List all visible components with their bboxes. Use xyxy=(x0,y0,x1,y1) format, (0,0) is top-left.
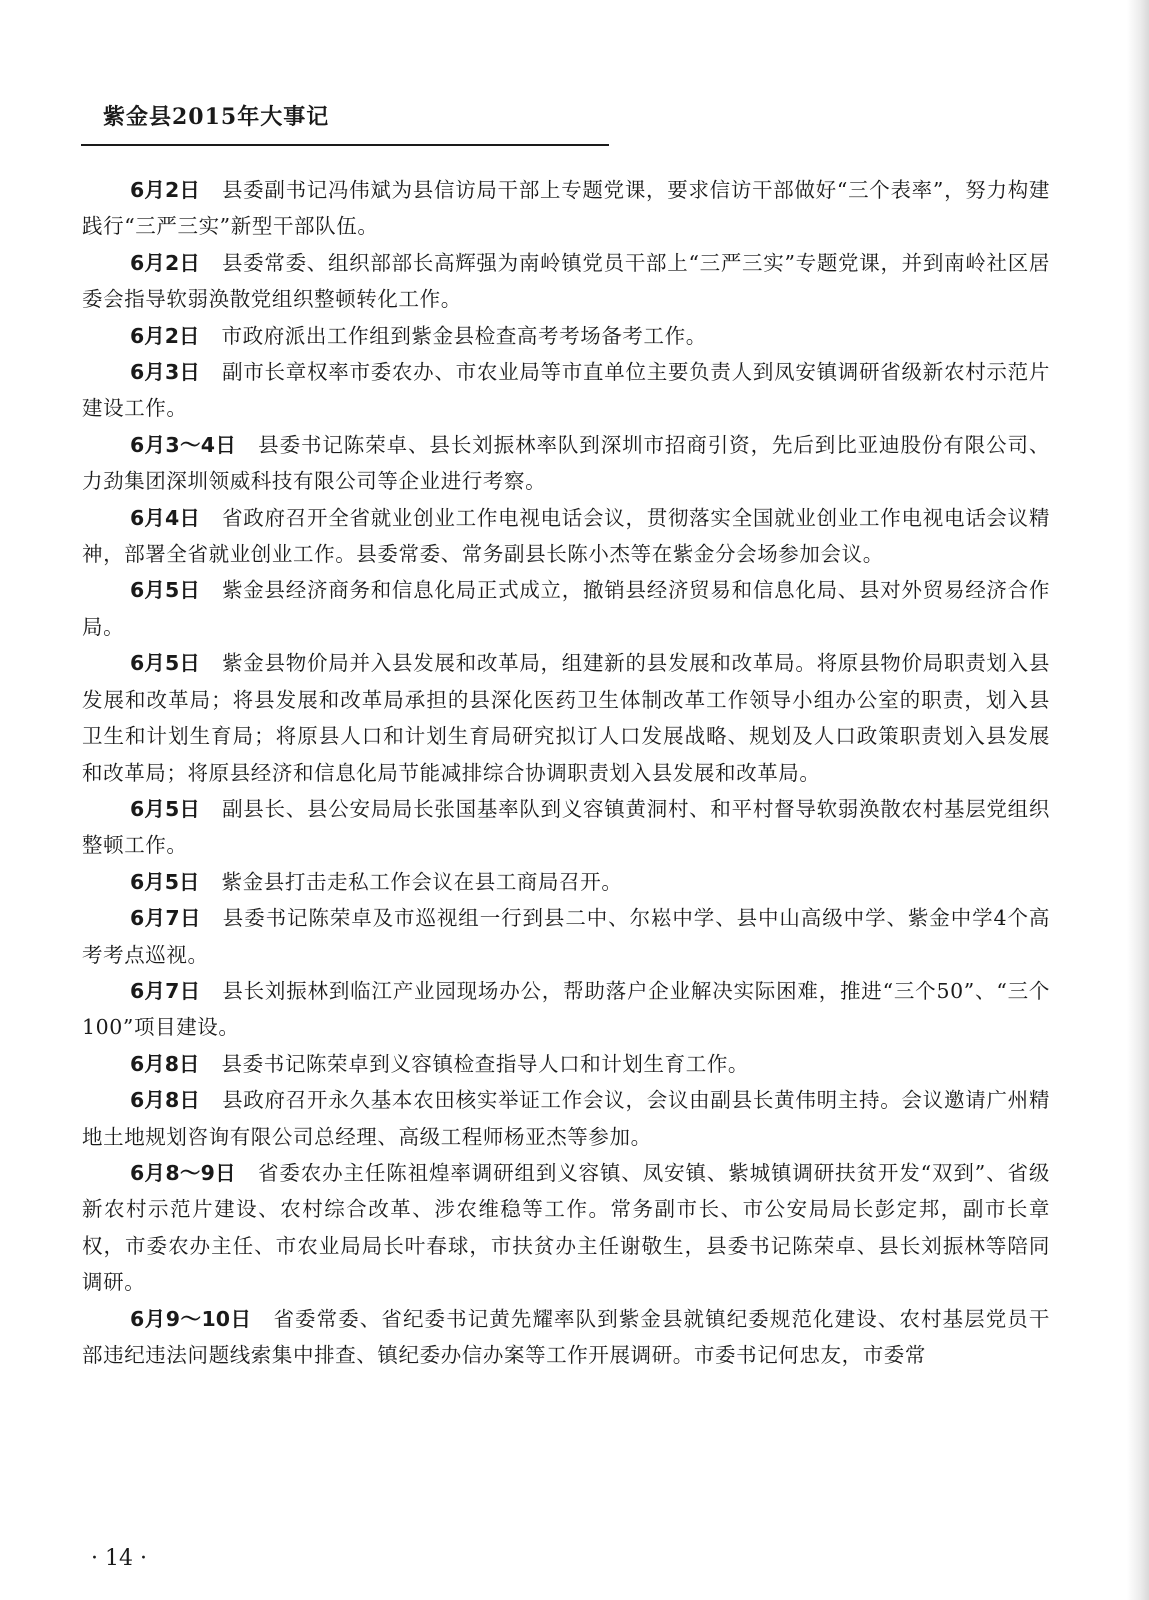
entry-text: 县委书记陈荣卓、县长刘振林率队到深圳市招商引资，先后到比亚迪股份有限公司、力劲集团深圳领威科技有限公司等企业进行考察。 xyxy=(82,432,1050,494)
entry-text: 副县长、县公安局局长张国基率队到义容镇黄洞村、和平村督导软弱涣散农村基层党组织整顿工作。 xyxy=(82,796,1050,858)
entry-date: 6月2日 xyxy=(130,250,200,275)
entry-text: 省委常委、省纪委书记黄先耀率队到紫金县就镇纪委规范化建设、农村基层党员干部违纪违法问题线索集中排查、镇纪委办信办案等工作开展调研。市委书记何忠友，市委常 xyxy=(82,1306,1050,1367)
entry-date: 6月5日 xyxy=(130,869,200,894)
entry-date: 6月5日 xyxy=(130,796,201,821)
entry-text: 省委农办主任陈祖煌率调研组到义容镇、凤安镇、紫城镇调研扶贫开发“双到”、省级新农村示范片建设、农村综合改革、涉农维稳等工作。常务副市长、市公安局局长彭定邦，副市长章权，市委农办主任、市农业局局长叶春球，市扶贫办主任谢敬生，县委书记陈荣卓、县长刘振林等陪同调研。 xyxy=(82,1160,1050,1295)
chronicle-entry xyxy=(82,500,1050,573)
entry-date: 6月8日 xyxy=(130,1051,200,1076)
chronicle-entry xyxy=(82,1301,1050,1374)
entry-date: 6月9～10日 xyxy=(130,1306,252,1331)
chronicle-body xyxy=(82,172,1050,1373)
chronicle-entry xyxy=(82,1046,1050,1082)
chronicle-entry xyxy=(82,572,1050,645)
header-rule xyxy=(81,144,609,146)
entry-date: 6月7日 xyxy=(130,978,201,1003)
chronicle-entry xyxy=(82,645,1050,791)
chronicle-entry xyxy=(82,900,1050,973)
chronicle-entry xyxy=(82,172,1050,245)
chronicle-entry xyxy=(82,245,1050,318)
entry-text: 省政府召开全省就业创业工作电视电话会议，贯彻落实全国就业创业工作电视电话会议精神，部署全省就业创业工作。县委常委、常务副县长陈小杰等在紫金分会场参加会议。 xyxy=(82,505,1050,567)
page-number: · 14 · xyxy=(91,1546,147,1571)
entry-text: 县委常委、组织部部长高辉强为南岭镇党员干部上“三严三实”专题党课，并到南岭社区居委会指导软弱涣散党组织整顿转化工作。 xyxy=(82,250,1050,312)
entry-date: 6月8～9日 xyxy=(130,1160,236,1185)
entry-date: 6月7日 xyxy=(130,906,201,931)
entry-date: 6月3～4日 xyxy=(130,432,237,457)
entry-text: 紫金县经济商务和信息化局正式成立，撤销县经济贸易和信息化局、县对外贸易经济合作局。 xyxy=(82,578,1050,639)
entry-date: 6月5日 xyxy=(130,651,201,676)
entry-date: 6月2日 xyxy=(130,178,200,202)
entry-text: 紫金县打击走私工作会议在县工商局召开。 xyxy=(221,869,623,894)
entry-text: 副市长章权率市委农办、市农业局等市直单位主要负责人到凤安镇调研省级新农村示范片建设工作。 xyxy=(82,360,1050,421)
chronicle-entry xyxy=(82,973,1050,1046)
entry-text: 县委书记陈荣卓到义容镇检查指导人口和计划生育工作。 xyxy=(221,1051,750,1076)
chronicle-entry xyxy=(82,791,1050,864)
chronicle-entry xyxy=(82,427,1050,500)
running-head: 紫金县2015年大事记 xyxy=(103,104,330,130)
entry-date: 6月5日 xyxy=(130,578,201,603)
entry-date: 6月4日 xyxy=(130,505,201,530)
chronicle-entry xyxy=(82,1155,1050,1301)
entry-text: 县政府召开永久基本农田核实举证工作会议，会议由副县长黄伟明主持。会议邀请广州精地土地规划咨询有限公司总经理、高级工程师杨亚杰等参加。 xyxy=(82,1088,1050,1149)
entry-text: 县长刘振林到临江产业园现场办公，帮助落户企业解决实际困难，推进“三个50”、“三个100”项目建设。 xyxy=(82,978,1051,1040)
chronicle-entry xyxy=(82,318,1050,354)
entry-text: 市政府派出工作组到紫金县检查高考考场备考工作。 xyxy=(221,323,707,348)
chronicle-entry xyxy=(82,864,1050,900)
chronicle-entry xyxy=(82,354,1050,427)
page-edge-shadow xyxy=(1127,0,1149,1600)
chronicle-entry xyxy=(82,1082,1050,1155)
entry-date: 6月2日 xyxy=(130,323,200,348)
entry-date: 6月3日 xyxy=(130,360,201,385)
entry-text: 县委副书记冯伟斌为县信访局干部上专题党课，要求信访干部做好“三个表率”，努力构建践行“三严三实”新型干部队伍。 xyxy=(82,178,1050,239)
entry-date: 6月8日 xyxy=(130,1088,201,1113)
entry-text: 紫金县物价局并入县发展和改革局，组建新的县发展和改革局。将原县物价局职责划入县发展和改革局；将县发展和改革局承担的县深化医药卫生体制改革工作领导小组办公室的职责，划入县卫生和计划生育局；将原县人口和计划生育局研究拟订人口发展战略、规划及人口政策职责划入县发展和改革局；将原县经济和信息化局节能减排综合协调职责划入县发展和改革局。 xyxy=(82,651,1050,785)
entry-text: 县委书记陈荣卓及市巡视组一行到县二中、尔崧中学、县中山高级中学、紫金中学4个高考考点巡视。 xyxy=(82,906,1050,967)
